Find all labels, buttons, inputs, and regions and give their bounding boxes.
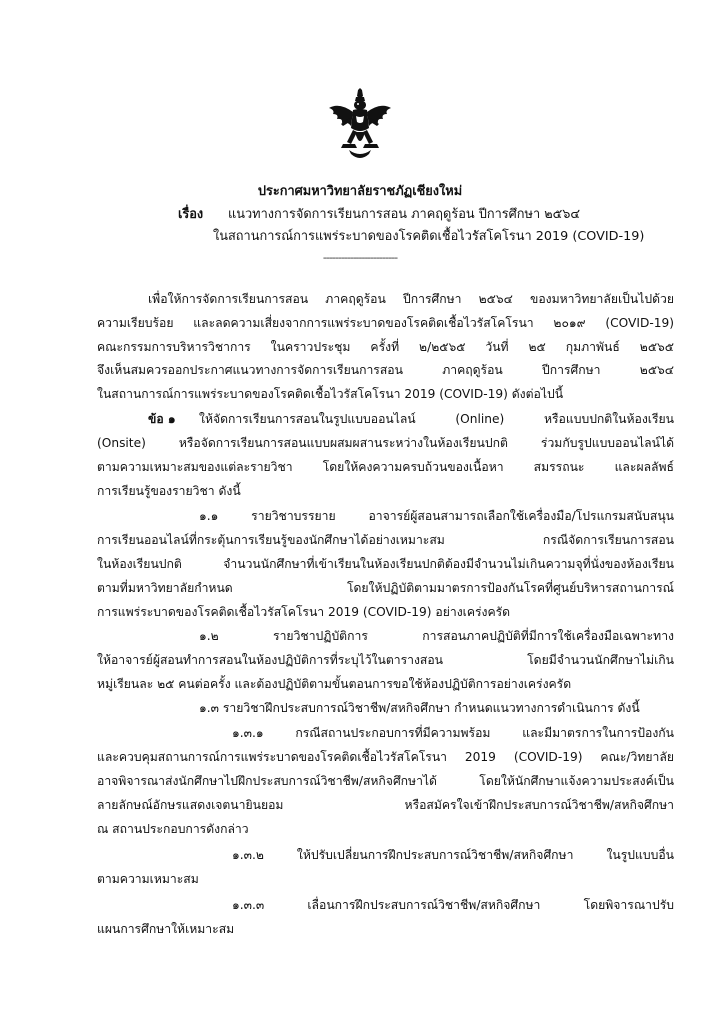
item1-line-1: ให้จัดการเรียนการสอนในรูปแบบออนไลน์ (Online) หรือแบบปกติในห้องเรียน bbox=[199, 412, 674, 426]
item1-line-3: ตามความเหมาะสมของแต่ละรายวิชา โดยให้คงความครบถ้วนของเนื้อหา สมรรถนะ และผลลัพธ์ bbox=[97, 460, 674, 474]
document-title: ประกาศมหาวิทยาลัยราชภัฏเชียงใหม่ bbox=[257, 184, 463, 199]
intro-line-3: คณะกรรมการบริหารวิชาการ ในคราวประชุม ครั้งที่ ๒/๒๕๖๕ วันที่ ๒๕ กุมภาพันธ์ ๒๕๖๕ bbox=[97, 340, 674, 354]
subject-label: เรื่อง bbox=[178, 207, 204, 222]
item1-3-1-line-3: อาจพิจารณาส่งนักศึกษาไปฝึกประสบการณ์วิชาชีพ/สหกิจศึกษาได้ โดยให้นักศึกษาแจ้งความประสงค์เป็น bbox=[97, 774, 674, 788]
intro-line-2: ความเรียบร้อย และลดความเสี่ยงจากการแพร่ระบาดของโรคติดเชื้อไวรัสโคโรนา ๒๐๑๙ (COVID-19) bbox=[97, 316, 674, 330]
item1-3-2-line-1: ๑.๓.๒ ให้ปรับเปลี่ยนการฝึกประสบการณ์วิชาชีพ/สหกิจศึกษา ในรูปแบบอื่น bbox=[232, 848, 674, 862]
item1-label: ข้อ ๑ bbox=[148, 412, 176, 426]
garuda-emblem-icon bbox=[325, 88, 395, 166]
header-divider: ------------------------- bbox=[322, 251, 398, 264]
item1-2-line-3: หมู่เรียนละ ๒๕ คนต่อครั้ง และต้องปฏิบัติตามขั้นตอนการขอใช้ห้องปฏิบัติการอย่างเคร่งครัด bbox=[97, 677, 572, 691]
subject-line-2: ในสถานการณ์การแพร่ระบาดของโรคติดเชื้อไวรัสโคโรนา 2019 (COVID-19) bbox=[213, 229, 645, 244]
intro-line-4: จึงเห็นสมควรออกประกาศแนวทางการจัดการเรียนการสอน ภาคฤดูร้อน ปีการศึกษา ๒๕๖๔ bbox=[97, 363, 674, 377]
item1-1-line-1: ๑.๑ รายวิชาบรรยาย อาจารย์ผู้สอนสามารถเลือกใช้เครื่องมือ/โปรแกรมสนับสนุน bbox=[199, 509, 674, 523]
item1-1-line-2: การเรียนออนไลน์ที่กระตุ้นการเรียนรู้ของนักศึกษาได้อย่างเหมาะสม กรณีจัดการเรียนการสอน bbox=[97, 533, 674, 547]
item1-1-line-3: ในห้องเรียนปกติ จำนวนนักศึกษาที่เข้าเรียนในห้องเรียนปกติต้องมีจำนวนไม่เกินความจุที่นั่งของห้องเรียน bbox=[97, 557, 674, 571]
item1-3-line: ๑.๓ รายวิชาฝึกประสบการณ์วิชาชีพ/สหกิจศึกษา กำหนดแนวทางการดำเนินการ ดังนี้ bbox=[199, 701, 640, 715]
item1-3-1-line-2: และควบคุมสถานการณ์การแพร่ระบาดของโรคติดเชื้อไวรัสโคโรนา 2019 (COVID-19) คณะ/วิทยาลัย bbox=[97, 750, 674, 764]
item1-3-3-line-2: แผนการศึกษาให้เหมาะสม bbox=[97, 922, 235, 936]
item1-1-line-5: การแพร่ระบาดของโรคติดเชื้อไวรัสโคโรนา 2019 (COVID-19) อย่างเคร่งครัด bbox=[97, 605, 511, 619]
item1-3-2-line-2: ตามความเหมาะสม bbox=[97, 872, 199, 886]
intro-line-1: เพื่อให้การจัดการเรียนการสอน ภาคฤดูร้อน ปีการศึกษา ๒๕๖๔ ของมหาวิทยาลัยเป็นไปด้วย bbox=[148, 292, 674, 306]
item1-line-4: การเรียนรู้ของรายวิชา ดังนี้ bbox=[97, 484, 241, 498]
item1-3-1-line-1: ๑.๓.๑ กรณีสถานประกอบการที่มีความพร้อม และมีมาตรการในการป้องกัน bbox=[232, 726, 674, 740]
item1-2-line-1: ๑.๒ รายวิชาปฏิบัติการ การสอนภาคปฏิบัติที่มีการใช้เครื่องมือเฉพาะทาง bbox=[199, 629, 674, 643]
item1-3-1-line-5: ณ สถานประกอบการดังกล่าว bbox=[97, 822, 249, 836]
intro-line-5: ในสถานการณ์การแพร่ระบาดของโรคติดเชื้อไวรัสโคโรนา 2019 (COVID-19) ดังต่อไปนี้ bbox=[97, 387, 564, 401]
item1-3-3-line-1: ๑.๓.๓ เลื่อนการฝึกประสบการณ์วิชาชีพ/สหกิจศึกษา โดยพิจารณาปรับ bbox=[232, 898, 674, 912]
item1-line-2: (Onsite) หรือจัดการเรียนการสอนแบบผสมผสานระหว่างในห้องเรียนปกติ ร่วมกับรูปแบบออนไลน์ได้ bbox=[97, 436, 674, 450]
item1-3-1-line-4: ลายลักษณ์อักษรแสดงเจตนายินยอม หรือสมัครใจเข้าฝึกประสบการณ์วิชาชีพ/สหกิจศึกษา bbox=[97, 798, 674, 812]
item1-2-line-2: ให้อาจารย์ผู้สอนทำการสอนในห้องปฏิบัติการที่ระบุไว้ในตารางสอน โดยมีจำนวนนักศึกษาไม่เกิน bbox=[97, 653, 674, 667]
item1-1-line-4: ตามที่มหาวิทยาลัยกำหนด โดยให้ปฏิบัติตามมาตรการป้องกันโรคที่ศูนย์บริหารสถานการณ์ bbox=[97, 581, 674, 595]
subject-line-1: แนวทางการจัดการเรียนการสอน ภาคฤดูร้อน ปีการศึกษา ๒๕๖๔ bbox=[228, 207, 581, 222]
